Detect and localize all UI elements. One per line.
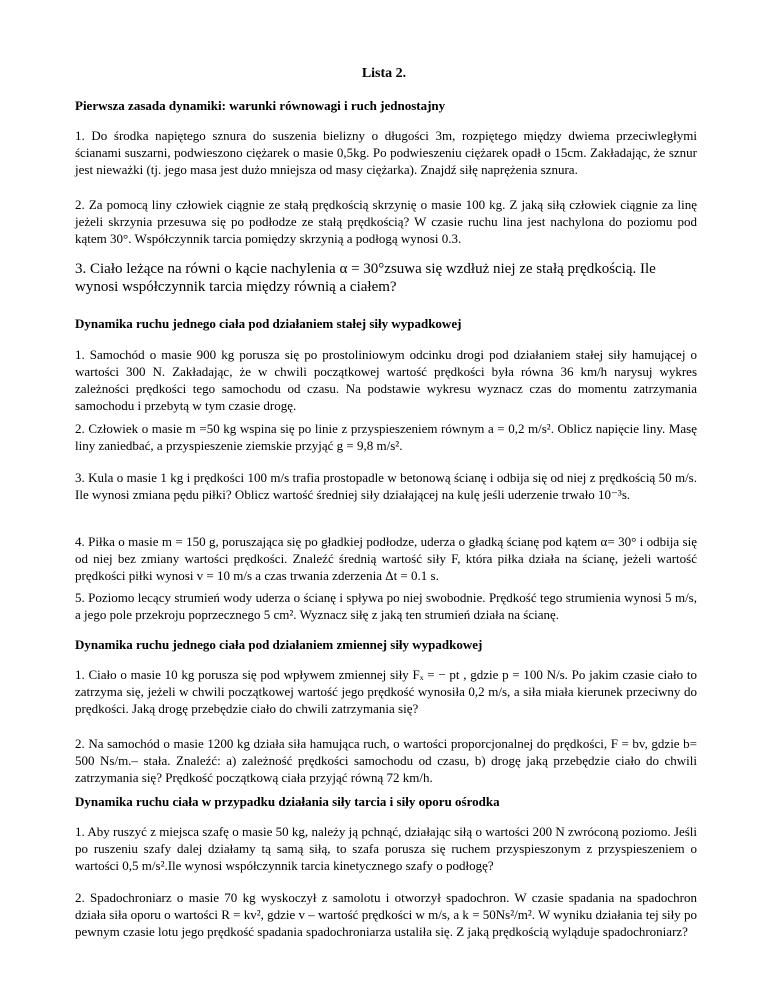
page-title: Lista 2. [361,66,407,81]
problem-2-3: 3. Kula o masie 1 kg i prędkości 100 m/s trafia prostopadle w betonową ścianę i odbija się od niej z prędkością 50 m/s. Ile wynosi zmiana pędu piłki? Oblicz wartość średniej siły działającej na kulę jeśli uderzenie trwało 10⁻³s. [75,470,697,502]
problem-3-1: 1. Ciało o masie 10 kg porusza się pod wpływem zmiennej siły Fₓ = − pt , gdzie p = 100 N/s. Po jakim czasie ciało to zatrzyma się, jeżeli w chwili początkowej wartość jego prędkość wynosiła 0,2 m/s, a siła miała kierunek przeciwny do prędkości. Jaką drogę przebędzie ciało do chwili zatrzymania się? [75,667,697,716]
problem-1-2: 2. Za pomocą liny człowiek ciągnie ze stałą prędkością skrzynię o masie 100 kg. Z jaką siłą człowiek ciągnie za linę jeżeli skrzynia przesuwa się po podłodze ze stałą prędkością? W czasie ruchu lina jest nachylona do poziomu pod kątem 30°. Współczynnik tarcia pomiędzy skrzynią a podłogą wynosi 0.3. [75,197,697,246]
problem-2-4: 4. Piłka o masie m = 150 g, poruszająca się po gładkiej podłodze, uderza o gładką ścianę pod kątem α= 30° i odbija się od niej bez zmiany wartości prędkości. Znaleźć średnią wartość siły F, która piłka działa na ścianę, jeżeli wartość prędkości piłki wynosi v = 10 m/s a czas trwania zderzenia Δt = 0.1 s. [75,534,697,583]
problem-2-5: 5. Poziomo lecący strumień wody uderza o ścianę i spływa po niej swobodnie. Prędkość tego strumienia wynosi 5 m/s, a jego pole przekroju poprzecznego 5 cm². Wyznacz siłę z jaką ten strumień działa na ścianę. [75,590,697,622]
section-heading-4: Dynamika ruchu ciała w przypadku działania siły tarcia i siły oporu ośrodka [75,794,500,809]
problem-3-2: 2. Na samochód o masie 1200 kg działa siła hamująca ruch, o wartości proporcjonalnej do prędkości, F = bv, gdzie b= 500 Ns/m.– stała. Znaleźć: a) zależność prędkości samochodu od czasu, b) drogę jaką przebędzie ciało do chwili zatrzymania się? Prędkość początkową ciała przyjąć równą 72 km/h. [75,736,697,785]
problem-4-1: 1. Aby ruszyć z miejsca szafę o masie 50 kg, należy ją pchnąć, działając siłą o wartości 200 N zwróconą poziomo. Jeśli po ruszeniu szafy dalej działamy tą samą siłą, to szafa porusza się ruchem przyspieszonym z przyspieszeniem o wartości 0,5 m/s².Ile wynosi współczynnik tarcia kinetycznego szafy o podłogę? [75,824,697,873]
section-heading-1: Pierwsza zasada dynamiki: warunki równowagi i ruch jednostajny [75,98,446,113]
section-heading-3: Dynamika ruchu jednego ciała pod działaniem zmiennej siły wypadkowej [75,637,483,652]
problem-2-1: 1. Samochód o masie 900 kg porusza się po prostoliniowym odcinku drogi pod działaniem stałej siły hamującej o wartości 300 N. Zakładając, że w chwili początkowej wartość prędkości była równa 36 km/h narysuj wykres zależności prędkości tego samochodu od czasu. Na podstawie wykresu wyznacz czas do momentu zatrzymania samochodu i przebytą w tym czasie drogę. [75,347,697,413]
problem-1-3: 3. Ciało leżące na równi o kącie nachylenia α = 30°zsuwa się wzdłuż niej ze stałą prędkością. Ile wynosi współczynnik tarcia między równią a ciałem? [75,261,656,295]
problem-4-2: 2. Spadochroniarz o masie 70 kg wyskoczył z samolotu i otworzył spadochron. W czasie spadania na spadochron działa siła oporu o wartości R = kv², gdzie v – wartość prędkości w m/s, a k = 50Ns²/m². W wyniku działania tej siły po pewnym czasie lotu jego prędkość spadania spadochroniarza ustaliła się. Z jaką prędkością wyląduje spadochroniarz? [75,890,697,939]
problem-1-1: 1. Do środka napiętego sznura do suszenia bielizny o długości 3m, rozpiętego między dwiema przeciwległymi ścianami suszarni, podwieszono ciężarek o masie 0,5kg. Po podwieszeniu ciężarek opadł o 15cm. Zakładając, że sznur jest nieważki (tj. jego masa jest dużo mniejsza od masy ciężarka). Znajdź siłę naprężenia sznura. [75,128,697,177]
section-heading-2: Dynamika ruchu jednego ciała pod działaniem stałej siły wypadkowej [75,316,462,331]
problem-2-2: 2. Człowiek o masie m =50 kg wspina się po linie z przyspieszeniem równym a = 0,2 m/s². Oblicz napięcie liny. Masę liny zaniedbać, a przyspieszenie ziemskie przyjąć g = 9,8 m/s². [75,421,697,453]
